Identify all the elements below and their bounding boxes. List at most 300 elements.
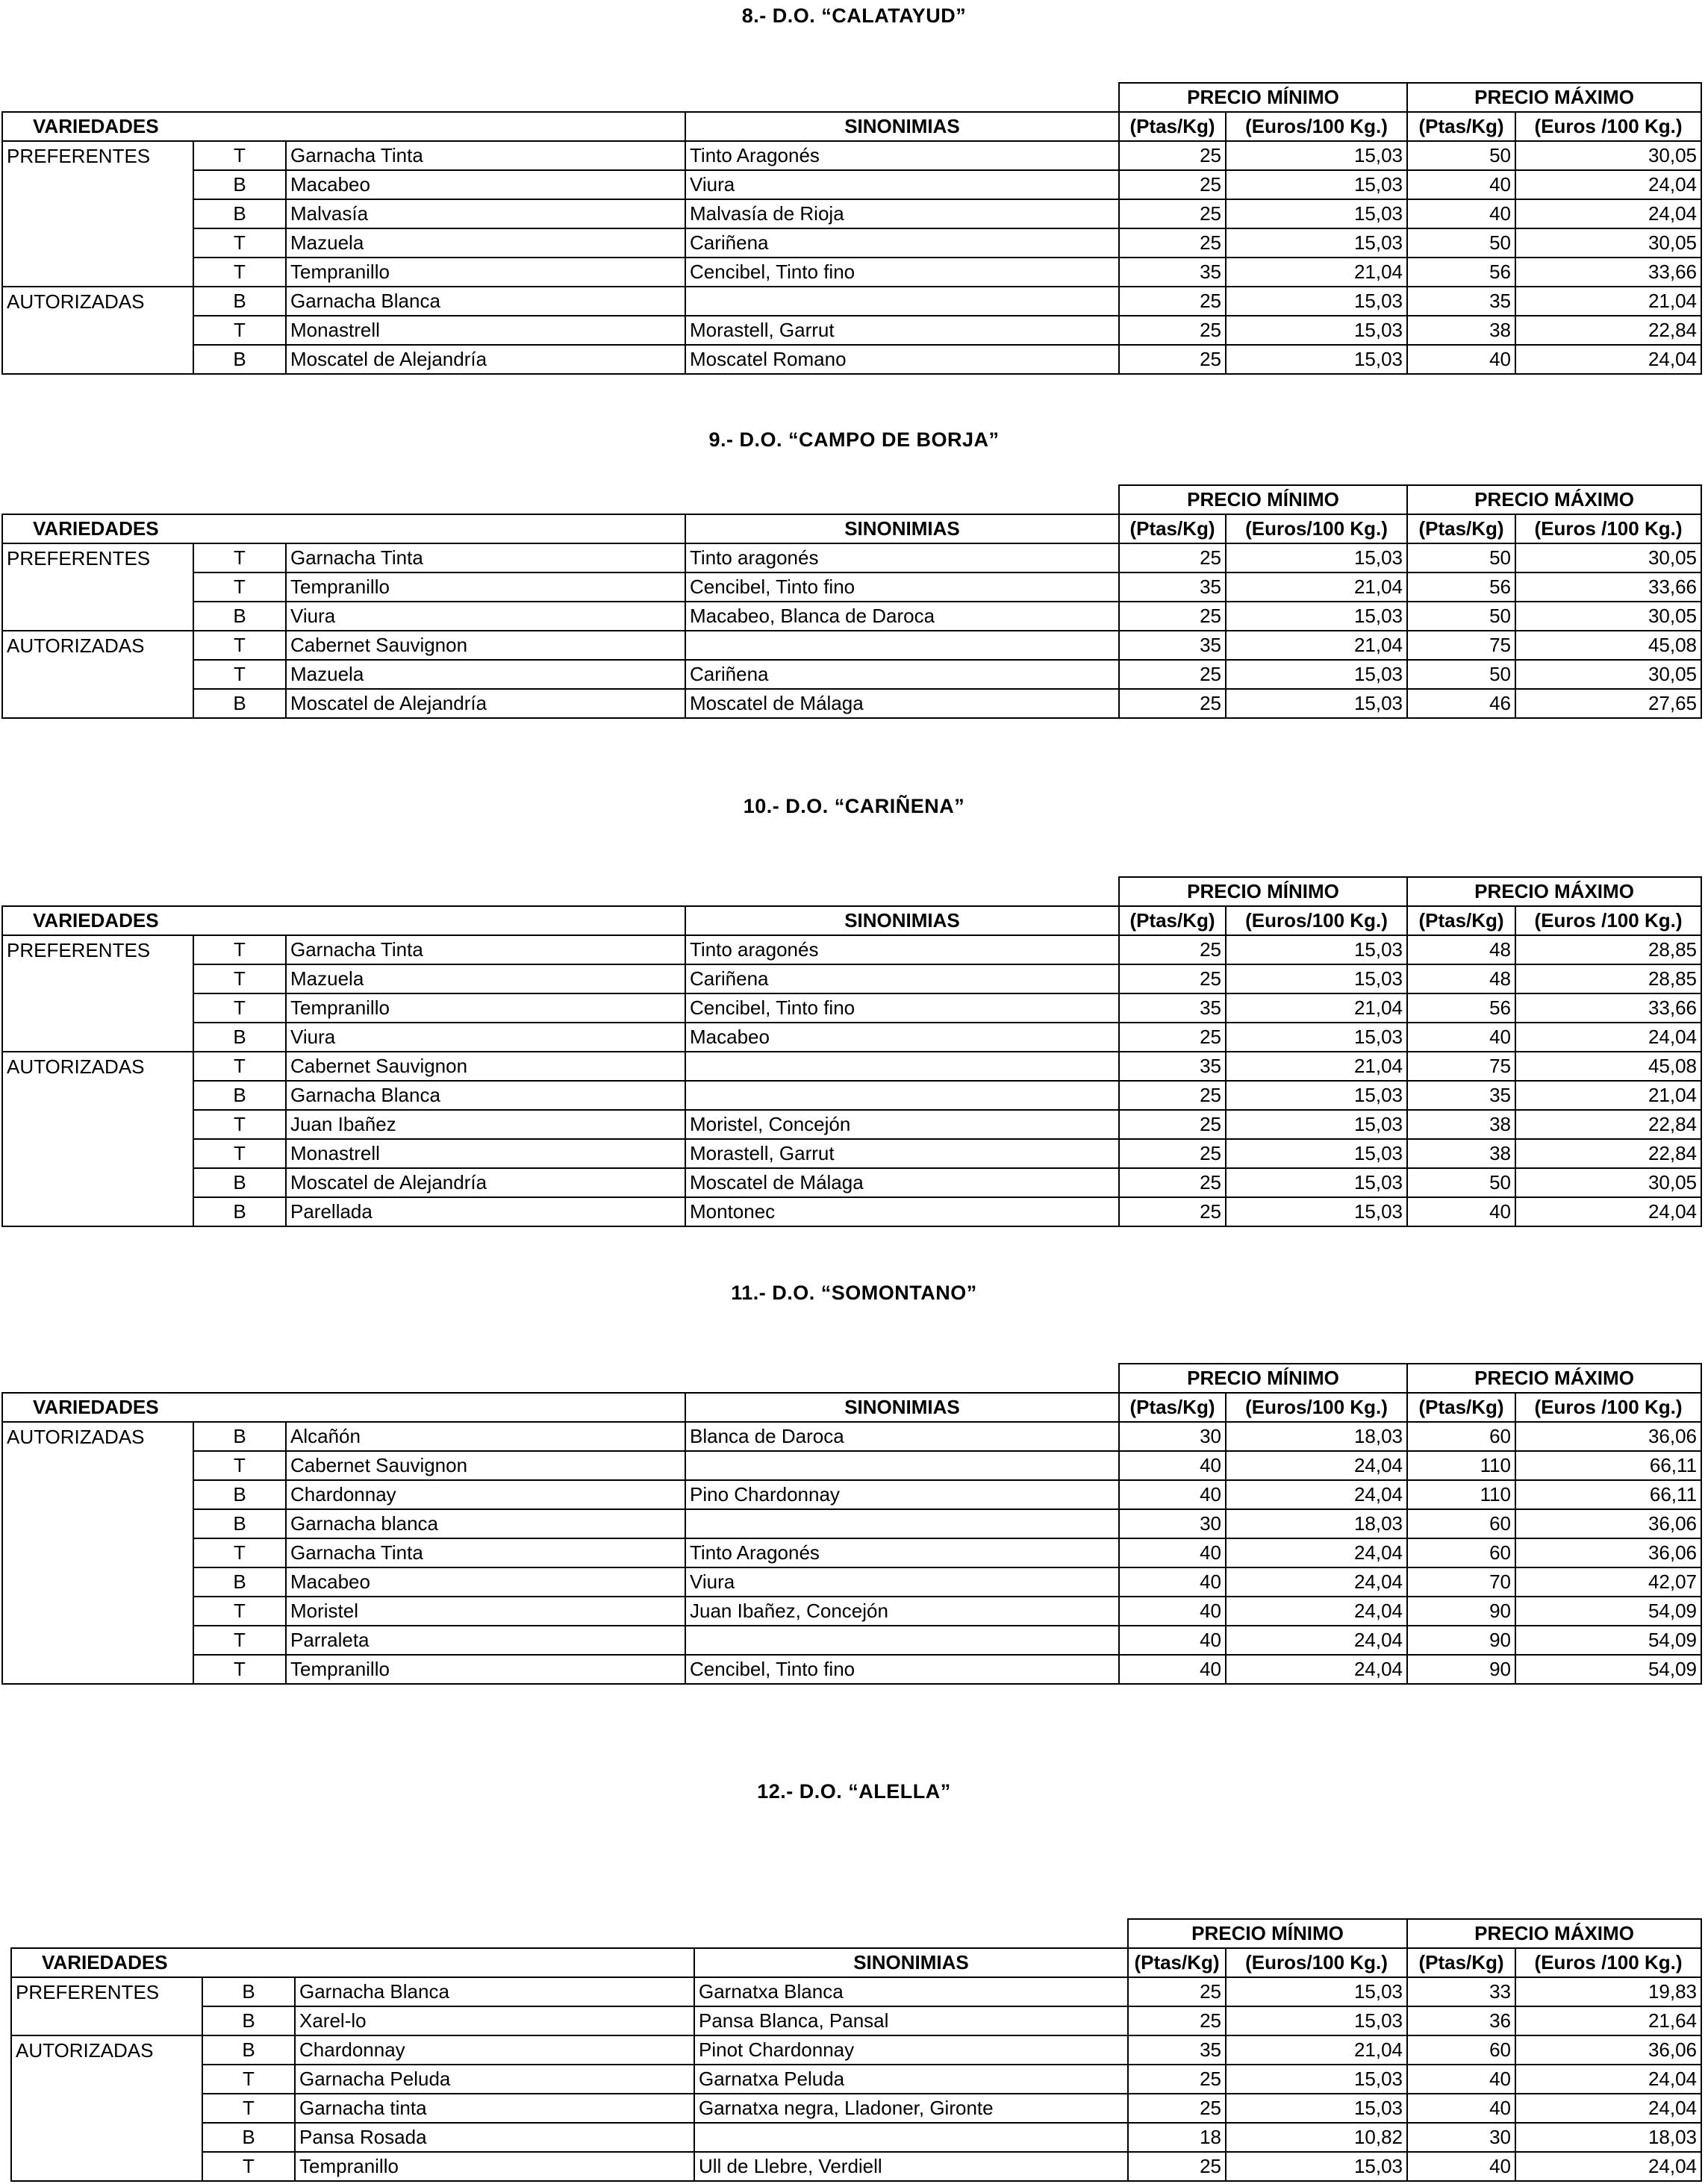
euros-min-cell: 21,04: [1226, 572, 1407, 602]
color-type-cell: B: [193, 1567, 286, 1597]
table-row: [2, 1655, 1701, 1684]
synonym-cell: Viura: [685, 1567, 1119, 1597]
header-ptas-max: (Ptas/Kg): [1407, 112, 1515, 141]
euros-max-cell: 33,66: [1515, 993, 1701, 1023]
table-row: [2, 1023, 1701, 1052]
header-spacer: [2, 83, 1119, 112]
table-row: [11, 1977, 1701, 2006]
variety-cell: Chardonnay: [295, 2035, 694, 2065]
ptas-min-cell: 40: [1119, 1480, 1226, 1509]
euros-max-cell: 21,64: [1515, 2006, 1701, 2035]
euros-max-cell: 30,05: [1515, 1168, 1701, 1197]
color-type-cell: B: [193, 1480, 286, 1509]
variety-cell: Macabeo: [286, 1567, 685, 1597]
table-row: [2, 660, 1701, 689]
synonym-cell: [685, 631, 1119, 660]
variety-cell: Garnacha Peluda: [295, 2065, 694, 2094]
variety-cell: Cabernet Sauvignon: [286, 631, 685, 660]
ptas-min-cell: 40: [1119, 1567, 1226, 1597]
table-row: [2, 287, 1701, 316]
ptas-max-cell: 40: [1407, 199, 1515, 228]
ptas-max-cell: 90: [1407, 1626, 1515, 1655]
euros-max-cell: 22,84: [1515, 316, 1701, 345]
synonym-cell: [685, 1451, 1119, 1480]
euros-min-cell: 15,03: [1226, 964, 1407, 993]
synonym-cell: Viura: [685, 170, 1119, 199]
variety-cell: Tempranillo: [286, 572, 685, 602]
synonym-cell: Cariñena: [685, 228, 1119, 258]
ptas-min-cell: 35: [1119, 572, 1226, 602]
euros-max-cell: 54,09: [1515, 1655, 1701, 1684]
synonym-cell: Cencibel, Tinto fino: [685, 572, 1119, 602]
ptas-min-cell: 25: [1119, 1139, 1226, 1168]
ptas-max-cell: 40: [1407, 2152, 1515, 2181]
table-row: [2, 1168, 1701, 1197]
ptas-max-cell: 40: [1407, 170, 1515, 199]
ptas-max-cell: 38: [1407, 316, 1515, 345]
ptas-min-cell: 35: [1119, 1052, 1226, 1081]
color-type-cell: T: [193, 1110, 286, 1139]
euros-min-cell: 24,04: [1226, 1538, 1407, 1567]
synonym-cell: [694, 2123, 1128, 2152]
synonym-cell: Tinto aragonés: [685, 935, 1119, 964]
category-cell: AUTORIZADAS: [2, 1052, 193, 1081]
ptas-min-cell: 25: [1119, 964, 1226, 993]
variety-cell: Garnacha blanca: [286, 1509, 685, 1538]
euros-min-cell: 15,03: [1226, 1023, 1407, 1052]
header-spacer: [11, 1919, 1128, 1948]
ptas-max-cell: 30: [1407, 2123, 1515, 2152]
header-row-price: [2, 877, 1701, 906]
variety-cell: Garnacha Blanca: [295, 1977, 694, 2006]
variety-cell: Alcañón: [286, 1422, 685, 1451]
header-ptas-min: (Ptas/Kg): [1119, 1393, 1226, 1422]
header-euros-max: (Euros /100 Kg.): [1515, 1393, 1701, 1422]
variety-cell: Tempranillo: [286, 1655, 685, 1684]
euros-max-cell: 45,08: [1515, 1052, 1701, 1081]
header-euros-max: (Euros /100 Kg.): [1515, 1948, 1701, 1977]
ptas-max-cell: 40: [1407, 345, 1515, 374]
table-row: [2, 1197, 1701, 1226]
euros-min-cell: 18,03: [1226, 1422, 1407, 1451]
euros-max-cell: 24,04: [1515, 2094, 1701, 2123]
synonym-cell: Blanca de Daroca: [685, 1422, 1119, 1451]
ptas-min-cell: 25: [1119, 316, 1226, 345]
category-cell: [2, 1139, 193, 1168]
synonym-cell: Montonec: [685, 1197, 1119, 1226]
price-table: [1, 484, 1702, 719]
section-title: 10.- D.O. “CARIÑENA”: [743, 795, 965, 817]
header-precio-minimo: PRECIO MÍNIMO: [1119, 1364, 1407, 1393]
synonym-cell: Tinto Aragonés: [685, 141, 1119, 170]
table-row: [2, 1139, 1701, 1168]
category-cell: [2, 1110, 193, 1139]
ptas-max-cell: 75: [1407, 1052, 1515, 1081]
euros-max-cell: 36,06: [1515, 1509, 1701, 1538]
ptas-min-cell: 25: [1119, 199, 1226, 228]
color-type-cell: T: [193, 141, 286, 170]
color-type-cell: T: [193, 258, 286, 287]
euros-min-cell: 15,03: [1226, 602, 1407, 631]
euros-min-cell: 15,03: [1226, 345, 1407, 374]
euros-max-cell: 30,05: [1515, 602, 1701, 631]
table-row: [11, 2152, 1701, 2181]
color-type-cell: T: [193, 964, 286, 993]
table-row: [2, 345, 1701, 374]
variety-cell: Garnacha tinta: [295, 2094, 694, 2123]
color-type-cell: B: [202, 2035, 295, 2065]
category-cell: [2, 170, 193, 199]
variety-cell: Garnacha Blanca: [286, 1081, 685, 1110]
header-ptas-min: (Ptas/Kg): [1119, 112, 1226, 141]
ptas-max-cell: 50: [1407, 141, 1515, 170]
variety-cell: Cabernet Sauvignon: [286, 1451, 685, 1480]
variety-cell: Mazuela: [286, 228, 685, 258]
header-ptas-min: (Ptas/Kg): [1119, 514, 1226, 543]
category-cell: [11, 2006, 202, 2035]
category-cell: [11, 2123, 202, 2152]
color-type-cell: B: [202, 1977, 295, 2006]
color-type-cell: T: [202, 2094, 295, 2123]
ptas-max-cell: 48: [1407, 935, 1515, 964]
variety-cell: Malvasía: [286, 199, 685, 228]
variety-cell: Mazuela: [286, 964, 685, 993]
euros-max-cell: 21,04: [1515, 287, 1701, 316]
color-type-cell: T: [193, 660, 286, 689]
euros-max-cell: 45,08: [1515, 631, 1701, 660]
synonym-cell: Macabeo: [685, 1023, 1119, 1052]
header-precio-maximo: PRECIO MÁXIMO: [1407, 1919, 1701, 1948]
synonym-cell: Garnatxa negra, Lladoner, Gironte: [694, 2094, 1128, 2123]
category-cell: [2, 258, 193, 287]
category-cell: [2, 199, 193, 228]
color-type-cell: T: [202, 2152, 295, 2181]
euros-min-cell: 21,04: [1226, 1052, 1407, 1081]
euros-max-cell: 33,66: [1515, 572, 1701, 602]
section-title: 9.- D.O. “CAMPO DE BORJA”: [708, 428, 1000, 451]
variety-cell: Xarel-lo: [295, 2006, 694, 2035]
category-cell: [2, 1168, 193, 1197]
variety-cell: Cabernet Sauvignon: [286, 1052, 685, 1081]
euros-min-cell: 15,03: [1226, 1197, 1407, 1226]
synonym-cell: Pansa Blanca, Pansal: [694, 2006, 1128, 2035]
ptas-max-cell: 48: [1407, 964, 1515, 993]
ptas-min-cell: 25: [1119, 228, 1226, 258]
table-row: [2, 141, 1701, 170]
color-type-cell: T: [193, 316, 286, 345]
table-row: [2, 935, 1701, 964]
category-cell: PREFERENTES: [2, 935, 193, 964]
ptas-max-cell: 90: [1407, 1597, 1515, 1626]
header-variedades: VARIEDADES: [2, 514, 685, 543]
euros-max-cell: 33,66: [1515, 258, 1701, 287]
header-precio-maximo: PRECIO MÁXIMO: [1407, 1364, 1701, 1393]
synonym-cell: Garnatxa Peluda: [694, 2065, 1128, 2094]
category-cell: [2, 1538, 193, 1567]
category-cell: [2, 602, 193, 631]
variety-cell: Tempranillo: [286, 258, 685, 287]
ptas-max-cell: 60: [1407, 1538, 1515, 1567]
synonym-cell: Cencibel, Tinto fino: [685, 1655, 1119, 1684]
synonym-cell: Moscatel de Málaga: [685, 689, 1119, 718]
synonym-cell: Moristel, Concejón: [685, 1110, 1119, 1139]
header-sinonimias: SINONIMIAS: [685, 1393, 1119, 1422]
synonym-cell: Tinto Aragonés: [685, 1538, 1119, 1567]
ptas-max-cell: 50: [1407, 660, 1515, 689]
header-euros-min: (Euros/100 Kg.): [1226, 514, 1407, 543]
color-type-cell: T: [193, 631, 286, 660]
variety-cell: Moscatel de Alejandría: [286, 345, 685, 374]
ptas-max-cell: 60: [1407, 1422, 1515, 1451]
euros-max-cell: 36,06: [1515, 1538, 1701, 1567]
color-type-cell: T: [193, 993, 286, 1023]
ptas-min-cell: 25: [1128, 1977, 1226, 2006]
header-row-price: [2, 83, 1701, 112]
euros-max-cell: 24,04: [1515, 1023, 1701, 1052]
ptas-min-cell: 40: [1119, 1655, 1226, 1684]
category-cell: [2, 689, 193, 718]
category-cell: [2, 1626, 193, 1655]
table-row: [2, 1626, 1701, 1655]
header-sinonimias: SINONIMIAS: [694, 1948, 1128, 1977]
euros-min-cell: 15,03: [1226, 141, 1407, 170]
ptas-min-cell: 35: [1119, 258, 1226, 287]
ptas-max-cell: 38: [1407, 1110, 1515, 1139]
header-ptas-max: (Ptas/Kg): [1407, 1393, 1515, 1422]
variety-cell: Monastrell: [286, 1139, 685, 1168]
variety-cell: Moscatel de Alejandría: [286, 1168, 685, 1197]
ptas-min-cell: 25: [1128, 2006, 1226, 2035]
color-type-cell: T: [193, 1538, 286, 1567]
category-cell: [2, 1655, 193, 1684]
ptas-min-cell: 25: [1119, 170, 1226, 199]
color-type-cell: B: [193, 1509, 286, 1538]
synonym-cell: [685, 1509, 1119, 1538]
table-row: [2, 993, 1701, 1023]
color-type-cell: T: [193, 572, 286, 602]
color-type-cell: T: [193, 1139, 286, 1168]
ptas-min-cell: 40: [1119, 1597, 1226, 1626]
ptas-min-cell: 25: [1119, 935, 1226, 964]
header-euros-max: (Euros /100 Kg.): [1515, 906, 1701, 935]
variety-cell: Viura: [286, 602, 685, 631]
table-row: [2, 199, 1701, 228]
table-row: [11, 2123, 1701, 2152]
synonym-cell: Tinto aragonés: [685, 543, 1119, 572]
euros-max-cell: 28,85: [1515, 935, 1701, 964]
euros-max-cell: 19,83: [1515, 1977, 1701, 2006]
section-title: 12.- D.O. “ALELLA”: [757, 1780, 951, 1803]
category-cell: PREFERENTES: [2, 543, 193, 572]
ptas-min-cell: 25: [1119, 1081, 1226, 1110]
euros-max-cell: 42,07: [1515, 1567, 1701, 1597]
variety-cell: Macabeo: [286, 170, 685, 199]
color-type-cell: B: [202, 2123, 295, 2152]
euros-max-cell: 36,06: [1515, 1422, 1701, 1451]
category-cell: [2, 345, 193, 374]
table-row: [2, 1422, 1701, 1451]
header-euros-max: (Euros /100 Kg.): [1515, 514, 1701, 543]
table-row: [2, 1567, 1701, 1597]
variety-cell: Pansa Rosada: [295, 2123, 694, 2152]
ptas-min-cell: 25: [1119, 1197, 1226, 1226]
ptas-max-cell: 38: [1407, 1139, 1515, 1168]
variety-cell: Garnacha Tinta: [286, 543, 685, 572]
category-cell: [2, 1197, 193, 1226]
ptas-min-cell: 25: [1119, 1110, 1226, 1139]
color-type-cell: T: [202, 2065, 295, 2094]
euros-max-cell: 24,04: [1515, 2152, 1701, 2181]
ptas-max-cell: 70: [1407, 1567, 1515, 1597]
ptas-min-cell: 25: [1119, 345, 1226, 374]
synonym-cell: Pinot Chardonnay: [694, 2035, 1128, 2065]
synonym-cell: Cencibel, Tinto fino: [685, 993, 1119, 1023]
euros-max-cell: 27,65: [1515, 689, 1701, 718]
category-cell: [2, 964, 193, 993]
header-sinonimias: SINONIMIAS: [685, 514, 1119, 543]
category-cell: AUTORIZADAS: [2, 631, 193, 660]
category-cell: PREFERENTES: [2, 141, 193, 170]
ptas-min-cell: 40: [1119, 1538, 1226, 1567]
color-type-cell: T: [193, 935, 286, 964]
euros-min-cell: 15,03: [1226, 228, 1407, 258]
variety-cell: Tempranillo: [295, 2152, 694, 2181]
variety-cell: Moscatel de Alejandría: [286, 689, 685, 718]
header-precio-minimo: PRECIO MÍNIMO: [1128, 1919, 1407, 1948]
category-cell: PREFERENTES: [11, 1977, 202, 2006]
ptas-min-cell: 18: [1128, 2123, 1226, 2152]
category-cell: [2, 1567, 193, 1597]
header-ptas-min: (Ptas/Kg): [1119, 906, 1226, 935]
euros-max-cell: 18,03: [1515, 2123, 1701, 2152]
header-euros-min: (Euros/100 Kg.): [1226, 1948, 1407, 1977]
color-type-cell: B: [193, 1081, 286, 1110]
table-row: [2, 228, 1701, 258]
ptas-max-cell: 60: [1407, 2035, 1515, 2065]
category-cell: [2, 1509, 193, 1538]
euros-max-cell: 66,11: [1515, 1480, 1701, 1509]
header-variedades: VARIEDADES: [2, 906, 685, 935]
synonym-cell: Morastell, Garrut: [685, 1139, 1119, 1168]
header-precio-maximo: PRECIO MÁXIMO: [1407, 485, 1701, 514]
header-row: [2, 514, 1701, 543]
variety-cell: Garnacha Tinta: [286, 1538, 685, 1567]
category-cell: [2, 1480, 193, 1509]
ptas-max-cell: 40: [1407, 2094, 1515, 2123]
color-type-cell: B: [193, 1422, 286, 1451]
color-type-cell: T: [193, 1626, 286, 1655]
euros-min-cell: 15,03: [1226, 2006, 1407, 2035]
header-ptas-max: (Ptas/Kg): [1407, 1948, 1515, 1977]
euros-min-cell: 15,03: [1226, 1110, 1407, 1139]
euros-max-cell: 36,06: [1515, 2035, 1701, 2065]
euros-min-cell: 24,04: [1226, 1626, 1407, 1655]
ptas-max-cell: 90: [1407, 1655, 1515, 1684]
table-row: [2, 1052, 1701, 1081]
euros-min-cell: 24,04: [1226, 1597, 1407, 1626]
euros-max-cell: 24,04: [1515, 2065, 1701, 2094]
euros-min-cell: 15,03: [1226, 287, 1407, 316]
color-type-cell: B: [193, 287, 286, 316]
ptas-max-cell: 40: [1407, 1023, 1515, 1052]
table-row: [11, 2006, 1701, 2035]
header-row-price: [2, 1364, 1701, 1393]
color-type-cell: T: [193, 1655, 286, 1684]
synonym-cell: Cariñena: [685, 964, 1119, 993]
header-row: [11, 1948, 1701, 1977]
table-row: [2, 258, 1701, 287]
color-type-cell: B: [193, 170, 286, 199]
table-row: [2, 316, 1701, 345]
category-cell: AUTORIZADAS: [2, 287, 193, 316]
variety-cell: Juan Ibañez: [286, 1110, 685, 1139]
color-type-cell: T: [193, 1052, 286, 1081]
ptas-min-cell: 25: [1119, 1023, 1226, 1052]
synonym-cell: Cencibel, Tinto fino: [685, 258, 1119, 287]
category-cell: AUTORIZADAS: [11, 2035, 202, 2065]
euros-min-cell: 24,04: [1226, 1655, 1407, 1684]
category-cell: [2, 228, 193, 258]
header-ptas-max: (Ptas/Kg): [1407, 906, 1515, 935]
category-cell: [2, 572, 193, 602]
category-cell: [2, 1451, 193, 1480]
table-row: [11, 2094, 1701, 2123]
ptas-min-cell: 25: [1119, 689, 1226, 718]
category-cell: [2, 316, 193, 345]
section-title: 11.- D.O. “SOMONTANO”: [731, 1282, 977, 1304]
color-type-cell: B: [193, 345, 286, 374]
euros-min-cell: 15,03: [1226, 170, 1407, 199]
euros-min-cell: 15,03: [1226, 543, 1407, 572]
euros-max-cell: 30,05: [1515, 660, 1701, 689]
euros-min-cell: 15,03: [1226, 2065, 1407, 2094]
synonym-cell: [685, 1626, 1119, 1655]
table-row: [2, 170, 1701, 199]
header-spacer: [2, 1364, 1119, 1393]
header-precio-maximo: PRECIO MÁXIMO: [1407, 83, 1701, 112]
euros-min-cell: 24,04: [1226, 1480, 1407, 1509]
ptas-min-cell: 25: [1128, 2152, 1226, 2181]
header-sinonimias: SINONIMIAS: [685, 112, 1119, 141]
header-precio-maximo: PRECIO MÁXIMO: [1407, 877, 1701, 906]
variety-cell: Garnacha Blanca: [286, 287, 685, 316]
table-row: [2, 631, 1701, 660]
price-table: [1, 876, 1702, 1227]
color-type-cell: B: [193, 1197, 286, 1226]
ptas-min-cell: 25: [1128, 2094, 1226, 2123]
header-sinonimias: SINONIMIAS: [685, 906, 1119, 935]
synonym-cell: Cariñena: [685, 660, 1119, 689]
header-row: [2, 906, 1701, 935]
euros-min-cell: 24,04: [1226, 1451, 1407, 1480]
euros-max-cell: 30,05: [1515, 141, 1701, 170]
ptas-min-cell: 30: [1119, 1509, 1226, 1538]
synonym-cell: [685, 1052, 1119, 1081]
euros-max-cell: 24,04: [1515, 170, 1701, 199]
ptas-min-cell: 25: [1119, 543, 1226, 572]
ptas-max-cell: 56: [1407, 572, 1515, 602]
ptas-min-cell: 35: [1119, 993, 1226, 1023]
header-row-price: [11, 1919, 1701, 1948]
ptas-min-cell: 25: [1119, 660, 1226, 689]
euros-max-cell: 24,04: [1515, 1197, 1701, 1226]
table-row: [2, 689, 1701, 718]
ptas-max-cell: 50: [1407, 228, 1515, 258]
euros-max-cell: 30,05: [1515, 543, 1701, 572]
euros-min-cell: 15,03: [1226, 199, 1407, 228]
color-type-cell: B: [193, 689, 286, 718]
variety-cell: Mazuela: [286, 660, 685, 689]
